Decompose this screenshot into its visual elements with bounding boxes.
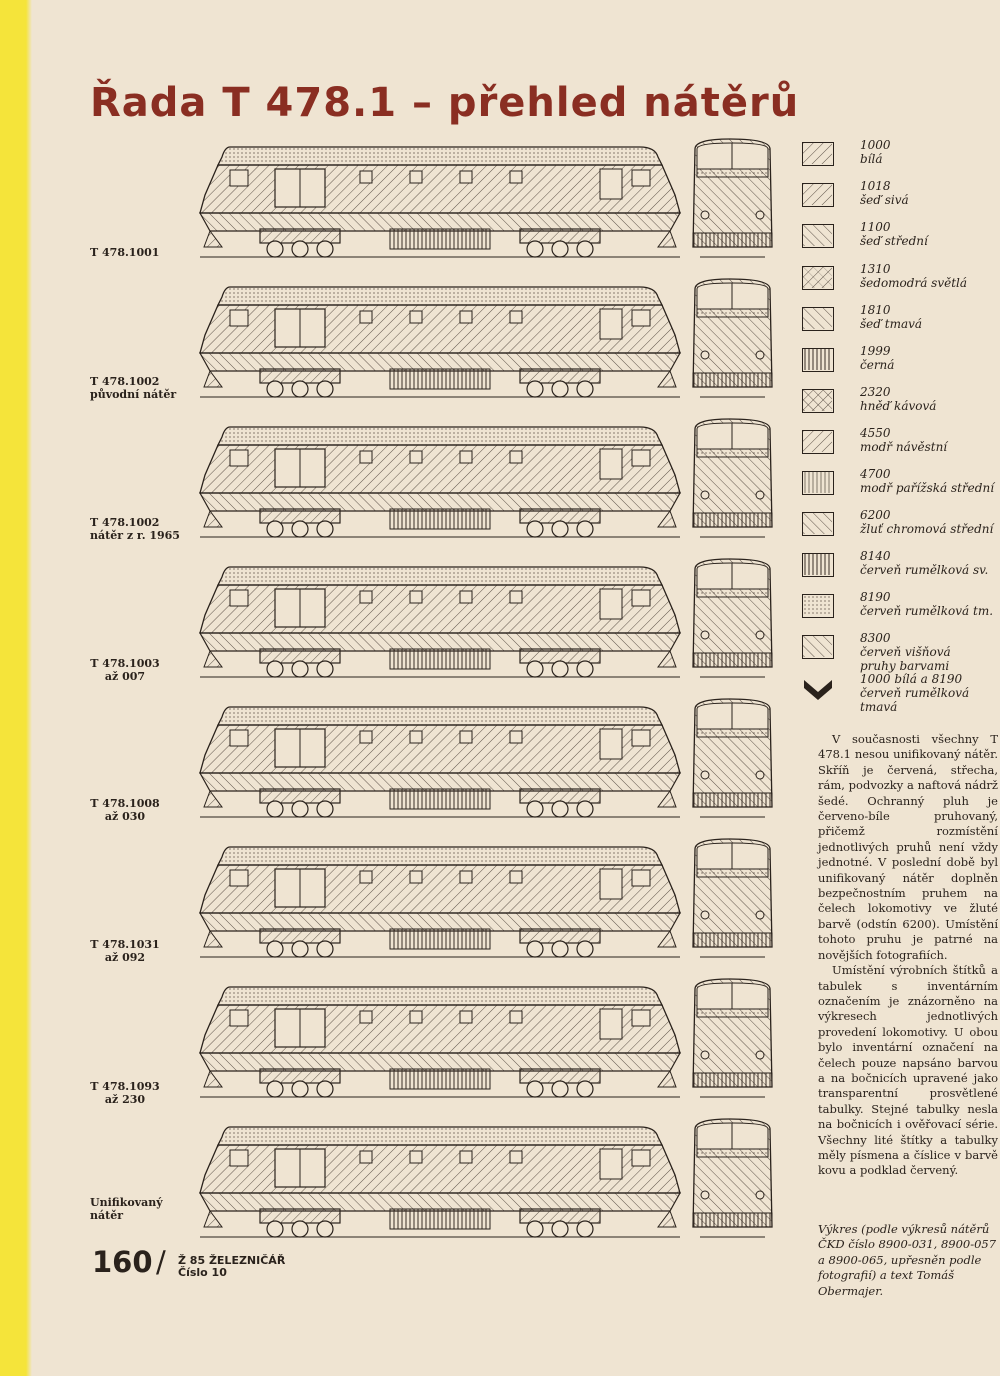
row-label-6: T 478.1031 až 092	[90, 938, 160, 964]
hatch-swatch-icon	[802, 224, 834, 248]
legend-item	[800, 179, 1000, 219]
figure-caption: Výkres (podle výkresů nátěrů ČKD číslo 8900-031, 8900-057 a 8900-065, upřesněn podle fotografií) a text Tomáš Obermajer.	[818, 1222, 997, 1298]
legend-name: šeď střední	[860, 234, 928, 248]
legend-item	[800, 426, 1000, 466]
hatch-swatch-icon	[802, 471, 834, 495]
hatch-swatch-icon	[802, 635, 834, 659]
locomotive-drawing-5	[200, 695, 790, 825]
legend-item	[800, 467, 1000, 507]
legend-name: modř návěstní	[860, 440, 948, 454]
yellow-edge-strip	[0, 0, 32, 1376]
row-label-5: T 478.1008 až 030	[90, 797, 160, 823]
legend-name: červeň rumělková tm.	[860, 604, 994, 618]
legend-code: 4700	[860, 467, 891, 481]
hatch-swatch-icon	[802, 594, 834, 618]
legend-item	[800, 385, 1000, 425]
locomotive-drawing-3	[200, 415, 790, 545]
locomotive-drawing-4	[200, 555, 790, 685]
row-label-2: T 478.1002 původní nátěr	[90, 375, 177, 401]
row-label-7: T 478.1093 až 230	[90, 1080, 160, 1106]
legend-item	[800, 672, 1000, 712]
legend-name: červeň rumělková sv.	[860, 563, 989, 577]
legend-name: bílá	[860, 152, 883, 166]
hatch-swatch-icon	[802, 389, 834, 413]
legend-name: hněď kávová	[860, 399, 937, 413]
hatch-swatch-icon	[802, 266, 834, 290]
legend-item	[800, 262, 1000, 302]
locomotive-drawing-2	[200, 275, 790, 405]
paragraph: V současnosti všechny T 478.1 nesou unifikovaný nátěr. Skříň je červená, střecha, rám, podvozky a naftová nádrž šedé. Ochranný pluh je červeno-bíle pruhovaný, přičemž rozmístění jednotlivých pruhů není vždy jednotné. V poslední době byl unifikovaný nátěr doplněn bezpečnostním pruhem na čelech lokomotivy ve žluté barvě (odstín 6200). Umístění tohoto pruhu je patrné na novějších fotografiích.	[818, 732, 998, 962]
row-label-3: T 478.1002 nátěr z r. 1965	[90, 516, 180, 542]
legend-code: 6200	[860, 508, 891, 522]
hatch-swatch-icon	[802, 307, 834, 331]
legend-name: šeď tmavá	[860, 317, 923, 331]
legend-name: žluť chromová střední	[860, 522, 994, 536]
hatch-swatch-icon	[802, 183, 834, 207]
legend-code: 1310	[860, 262, 891, 276]
hatch-swatch-icon	[802, 430, 834, 454]
locomotive-drawing-8	[200, 1115, 790, 1245]
legend-item	[800, 344, 1000, 384]
legend-name: červeň rumělková	[860, 686, 970, 700]
locomotive-drawing-1	[200, 135, 790, 265]
footer-separator: /	[156, 1245, 166, 1279]
page-number: 160	[92, 1245, 153, 1279]
chevron-swatch-icon	[802, 676, 834, 700]
paragraph: Umístění výrobních štítků a tabulek s inventárním označením je znázorněno na výkresech jednotlivých provedení lokomotivy. U obou bylo inventární označení na čelech pouze napsáno barvou a na bočnicích upravené jako transparentní prosvětlené tabulky. Stejné tabulky nesla na bočnicích i ověřovací série. Všechny lité štítky a tabulky měly písmena a číslice v barvě kovu a podklad červený.	[818, 963, 998, 1178]
legend-item	[800, 220, 1000, 260]
legend-name: šedomodrá světlá	[860, 276, 968, 290]
legend-code: 1000 bílá a 8190	[860, 672, 963, 686]
publication-info: Ž 85 ŽELEZNIČÁŘ Číslo 10	[178, 1254, 286, 1279]
legend-code: 2320	[860, 385, 891, 399]
hatch-swatch-icon	[802, 553, 834, 577]
legend-item	[800, 631, 1000, 671]
legend-code: 8190	[860, 590, 891, 604]
body-text	[818, 732, 998, 1179]
legend-extra: tmavá	[860, 700, 898, 714]
hatch-swatch-icon	[802, 142, 834, 166]
legend-item	[800, 303, 1000, 343]
legend-name: modř pařížská střední	[860, 481, 995, 495]
row-label-8: Unifikovaný nátěr	[90, 1196, 163, 1222]
legend-code: 8140	[860, 549, 891, 563]
hatch-swatch-icon	[802, 512, 834, 536]
legend-code: 8300	[860, 631, 891, 645]
legend-code: 1810	[860, 303, 891, 317]
locomotive-drawing-7	[200, 975, 790, 1105]
legend-name: červeň višňová	[860, 645, 951, 659]
legend-item	[800, 549, 1000, 589]
page-title: Řada T 478.1 – přehled nátěrů	[90, 80, 800, 126]
legend-name: černá	[860, 358, 895, 372]
legend-item	[800, 590, 1000, 630]
row-label-1: T 478.1001	[90, 246, 160, 259]
locomotive-drawing-6	[200, 835, 790, 965]
legend-code: 4550	[860, 426, 891, 440]
legend-code: 1018	[860, 179, 891, 193]
legend-name: šeď sivá	[860, 193, 909, 207]
legend-extra: pruhy barvami	[860, 659, 950, 673]
legend-item	[800, 138, 1000, 178]
row-label-4: T 478.1003 až 007	[90, 657, 160, 683]
legend-code: 1999	[860, 344, 891, 358]
hatch-swatch-icon	[802, 348, 834, 372]
legend-code: 1100	[860, 220, 891, 234]
legend-code: 1000	[860, 138, 891, 152]
legend-item	[800, 508, 1000, 548]
